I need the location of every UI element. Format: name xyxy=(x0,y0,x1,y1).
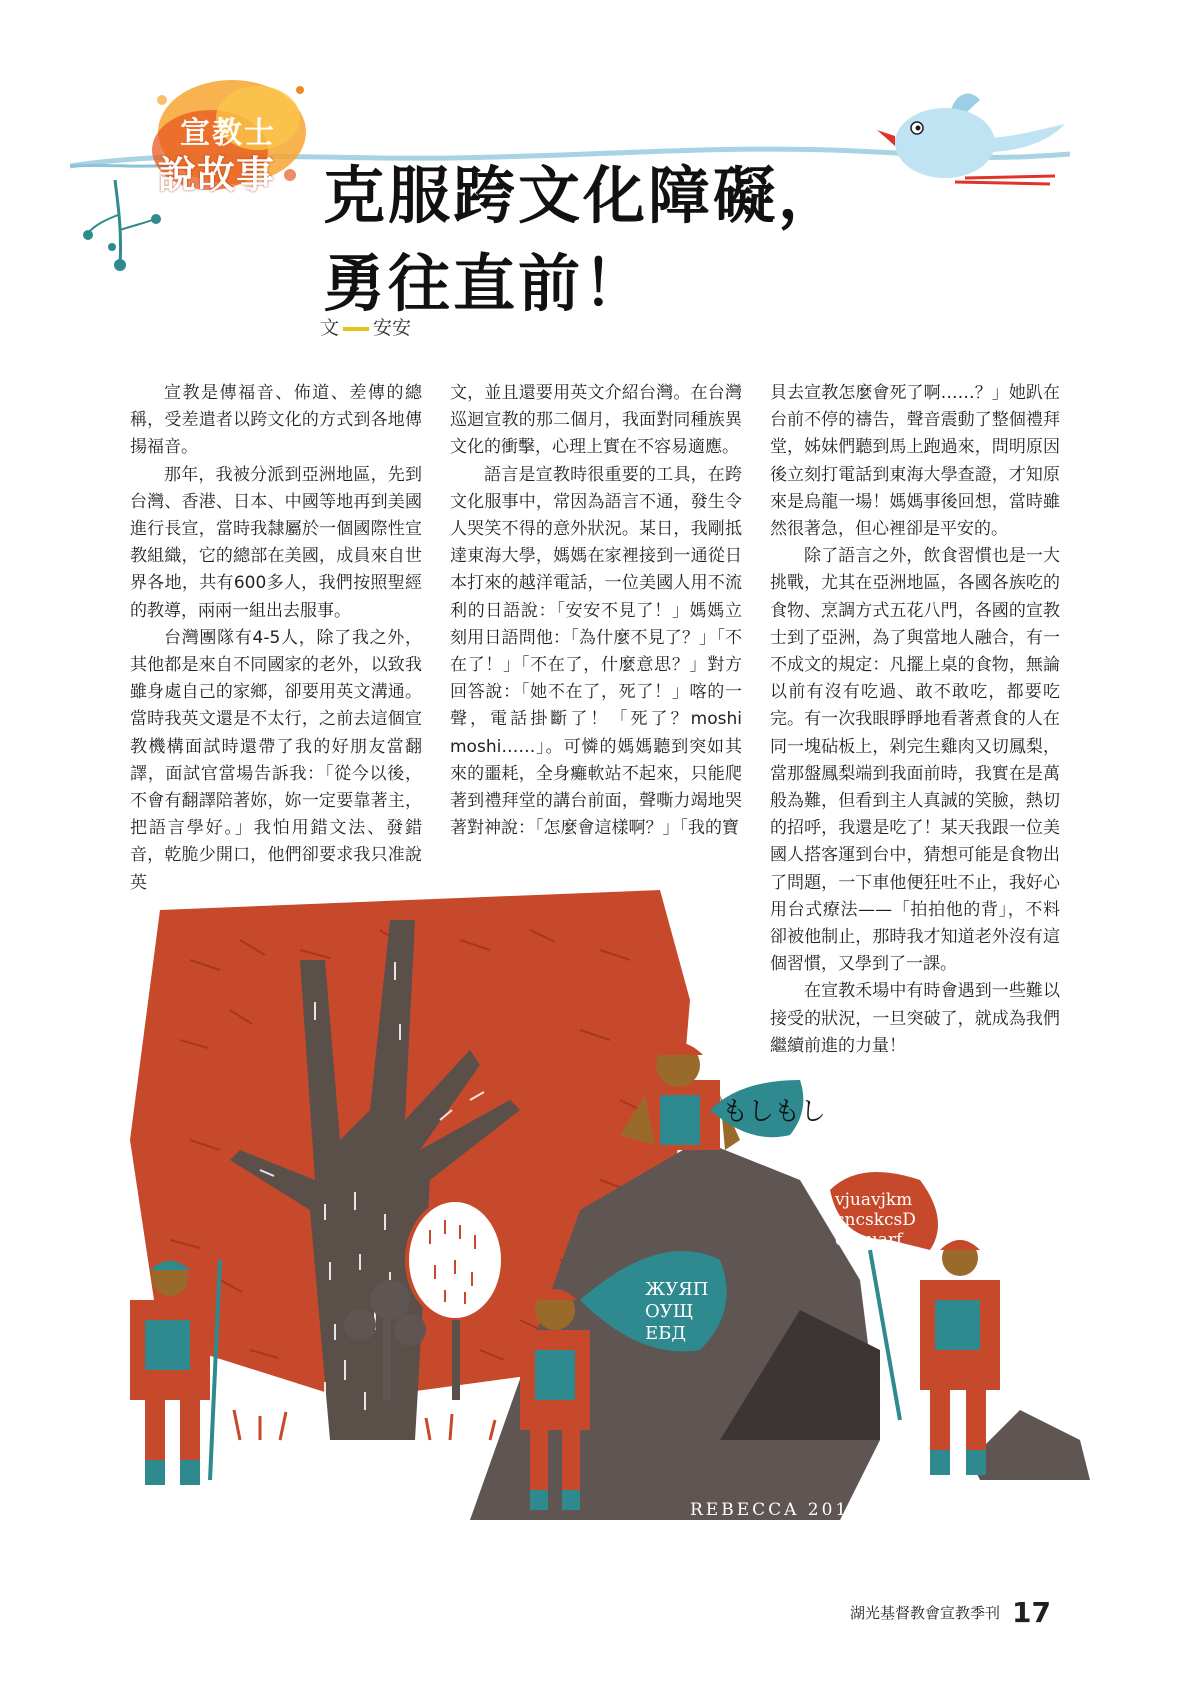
paragraph: 文，並且還要用英文介紹台灣。在台灣巡迴宣教的那二個月，我面對同種族異文化的衝擊，心理上實在不容易適應。 xyxy=(450,383,742,458)
bubble-cyrillic-line3: ЕБД xyxy=(645,1323,687,1344)
byline-dash xyxy=(343,327,369,331)
paragraph: 在宣教禾場中有時會遇到一些難以接受的狀況，一旦突破了，就成為我們繼續前進的力量！ xyxy=(770,981,1060,1056)
paragraph: 除了語言之外，飲食習慣也是一大挑戰，尤其在亞洲地區，各國各族吃的食物、烹調方式五花八門，各國的宣教士到了亞洲，為了與當地人融合，有一不成文的規定：凡擺上桌的食物，無論以前有沒有吃過、敢不敢吃，都要吃完。有一次我眼睜睜地看著煮食的人在同一塊砧板上，剁完生雞肉又切鳳梨，當那盤鳳梨端到我面前時，我實在是萬般為難，但看到主人真誠的笑臉，熱切的招呼，我還是吃了！某天我跟一位美國人搭客運到台中，猜想可能是食物出了問題，一下車他便狂吐不止，我好心用台式療法——「拍拍他的背」，不料卻被他制止，那時我才知道老外沒有這個習慣，又學到了一課。 xyxy=(770,546,1060,975)
publication-name: 湖光基督教會宣教季刊 xyxy=(850,1604,1001,1622)
paragraph: 那年，我被分派到亞洲地區，先到台灣、香港、日本、中國等地再到美國進行長宣，當時我隸屬於一個國際性宣教組織，它的總部在美國，成員來自世界各地，共有600多人，我們按照聖經的教導，兩兩一組出去服事。 xyxy=(130,464,422,621)
bubble-cyrillic-line1: ЖУЯП xyxy=(645,1279,709,1300)
hikers-illustration xyxy=(100,880,1100,1580)
illustrator-signature: REBECCA 2017.5.30 xyxy=(690,1500,922,1520)
page-number: 17 xyxy=(1012,1596,1051,1629)
bubble-cyrillic-line2: ОУЩ xyxy=(645,1301,694,1322)
article-title xyxy=(323,152,943,328)
byline-author: 安安 xyxy=(373,317,412,339)
bubble-latin-line1: vjuavjkm xyxy=(835,1190,913,1210)
paragraph: 台灣團隊有4-5人，除了我之外，其他都是來自不同國家的老外，以致我雖身處自己的家鄉，卻要用英文溝通。當時我英文還是不太行，之前去這個宣教機構面試時還帶了我的好朋友當翻譯，面試官當場告訴我：「從今以後，不會有翻譯陪著妳，妳一定要靠著主，把語言學好。」我怕用錯文法、發錯音，乾脆少開口，他們卻要求我只准說英 xyxy=(130,627,422,893)
bubble-latin-line3: dheuarf xyxy=(835,1230,903,1250)
title-line-2: 勇往直前！ xyxy=(323,247,649,320)
bubble-japanese-text: もしもし xyxy=(722,1097,827,1127)
paragraph: 宣教是傳福音、佈道、差傳的總稱，受差遣者以跨文化的方式到各地傳揚福音。 xyxy=(130,383,422,458)
byline-prefix: 文 xyxy=(320,317,340,339)
series-label-line2: 說故事 xyxy=(158,153,276,197)
page-footer xyxy=(850,1596,1051,1629)
bubble-latin-line2: cncskcsD xyxy=(835,1210,916,1230)
article-column-1 xyxy=(130,380,422,897)
article-column-2 xyxy=(450,380,742,842)
paragraph: 貝去宣教怎麼會死了啊……？」她趴在台前不停的禱告，聲音震動了整個禮拜堂，姊妹們聽到馬上跑過來，問明原因後立刻打電話到東海大學查證，才知原來是烏龍一場！媽媽事後回想，當時雖然很著急，但心裡卻是平安的。 xyxy=(770,383,1060,540)
series-label-line1: 宣教士 xyxy=(180,116,276,151)
title-line-1: 克服跨文化障礙， xyxy=(323,159,844,232)
paragraph: 語言是宣教時很重要的工具，在跨文化服事中，常因為語言不通，發生令人哭笑不得的意外狀況。某日，我剛抵達東海大學，媽媽在家裡接到一通從日本打來的越洋電話，一位美國人用不流利的日語說：「安安不見了！」媽媽立刻用日語問他：「為什麼不見了？」「不在了！」「不在了，什麼意思？」對方回答說：「她不在了，死了！」喀的一聲，電話掛斷了！「死了？moshi moshi……」。可憐的媽媽聽到突如其來的噩耗，全身癱軟站不起來，只能爬著到禮拜堂的講台前面，聲嘶力竭地哭著對神說：「怎麼會這樣啊？」「我的寶 xyxy=(450,464,742,839)
byline xyxy=(320,313,411,340)
flower-sprig-icon xyxy=(80,175,180,275)
